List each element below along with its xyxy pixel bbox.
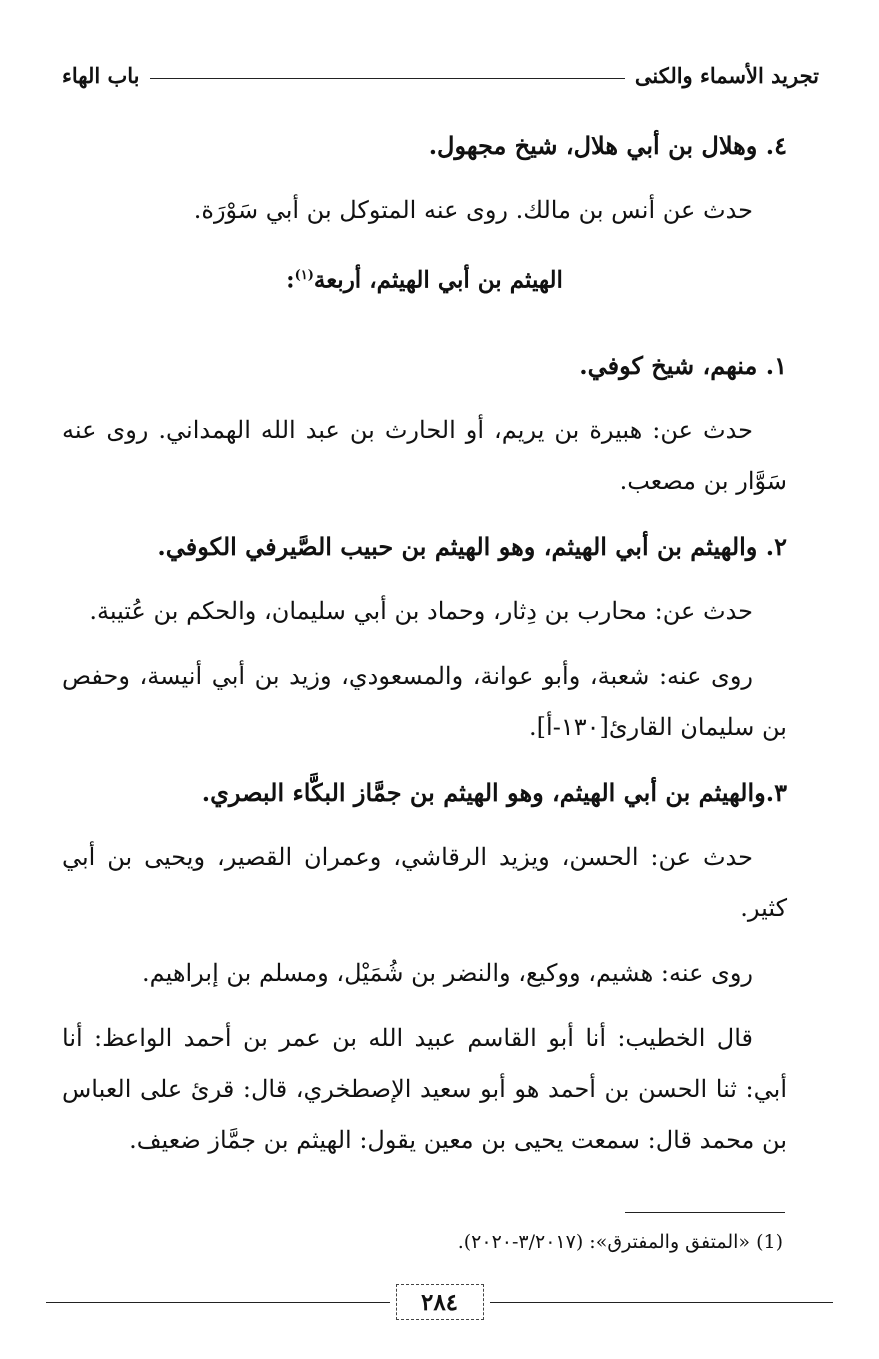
section-title-suffix: : — [286, 266, 295, 294]
book-title: تجريد الأسماء والكنى — [634, 62, 819, 88]
header-rule — [150, 78, 625, 79]
chapter-title: باب الهاء — [62, 62, 140, 88]
page-number: ٢٨٤ — [396, 1284, 484, 1320]
footnote: (1) «المتفق والمفترق»: (٣/٢٠١٧-٢٠٢٠). — [457, 1231, 783, 1253]
entry-paragraph: حدث عن: هبيرة بن يريم، أو الحارث بن عبد الله الهمداني. روى عنه سَوَّار بن مصعب. — [62, 415, 787, 495]
footer-rule-left — [46, 1302, 390, 1303]
footnote-ref: (١) — [294, 268, 314, 283]
entry-heading: ١. منهم، شيخ كوفي. — [579, 350, 787, 380]
page-footer — [46, 1280, 833, 1324]
entry-heading: ٤. وهلال بن أبي هلال، شيخ مجهول. — [428, 131, 787, 160]
running-header — [62, 55, 819, 95]
footnote-rule — [625, 1212, 785, 1213]
entry-heading: ٢. والهيثم بن أبي الهيثم، وهو الهيثم بن حبيب الصَّيرفي الكوفي. — [157, 531, 787, 561]
footer-rule-right — [490, 1302, 834, 1303]
entry-paragraph: حدث عن: محارب بن دِثار، وحماد بن أبي سليمان، والحكم بن عُتيبة. — [89, 596, 753, 625]
section-title — [62, 250, 787, 306]
main-text — [62, 120, 787, 1180]
entry-paragraph: روى عنه: هشيم، ووكيع، والنضر بن شُمَيْل، ومسلم بن إبراهيم. — [142, 958, 753, 987]
entry-heading: ٣.والهيثم بن أبي الهيثم، وهو الهيثم بن جمَّاز البكَّاء البصري. — [201, 777, 787, 807]
section-title-text: الهيثم بن أبي الهيثم، أربعة — [313, 266, 563, 294]
entry-paragraph: حدث عن: الحسن، ويزيد الرقاشي، وعمران القصير، ويحيى بن أبي كثير. — [62, 842, 787, 922]
entry-paragraph: حدث عن أنس بن مالك. روى عنه المتوكل بن أبي سَوْرَة. — [193, 196, 753, 224]
entry-paragraph: قال الخطيب: أنا أبو القاسم عبيد الله بن عمر بن أحمد الواعظ: أنا أبي: ثنا الحسن بن أحمد هو أبو سعيد الإصطخري، قال: قرئ على العباس بن محمد قال: سمعت يحيى بن معين يقول: الهيثم بن جمَّاز ضعيف. — [62, 1023, 787, 1154]
entry-paragraph: روى عنه: شعبة، وأبو عوانة، والمسعودي، وزيد بن أبي أنيسة، وحفص بن سليمان القارئ[١٣٠-أ]. — [62, 661, 787, 741]
